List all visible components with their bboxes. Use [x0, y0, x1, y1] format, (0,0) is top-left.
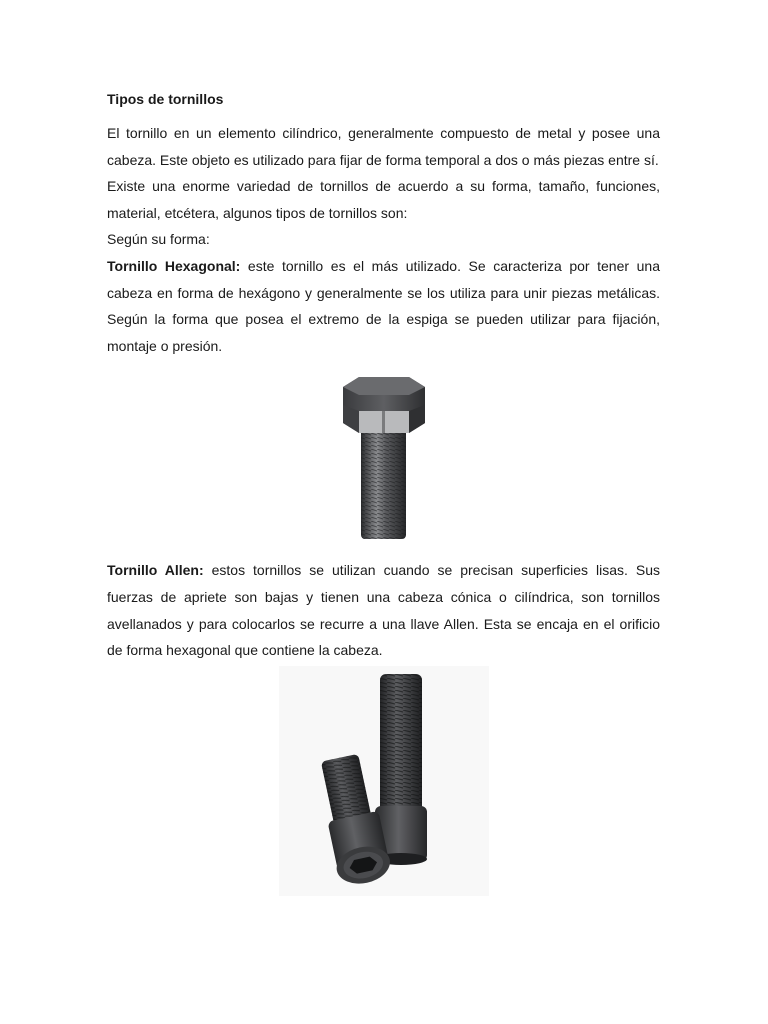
section-allen-term: Tornillo Allen: [107, 562, 204, 579]
intro-paragraph-3: Según su forma: [107, 231, 210, 248]
section-hexagonal-text: este tornillo es el más utilizado. Se caracteriza por tener una cabeza en forma de hexágono y generalmente se los utiliza para unir piezas metálicas. Según la forma que posea el extremo de la espiga se pueden utilizar para fijación, montaje o presión. [107, 257, 660, 354]
allen-bolt-image [107, 666, 660, 896]
hex-bolt-illustration [107, 361, 660, 553]
section-hexagonal [107, 253, 660, 359]
section-hexagonal-term: Tornillo Hexagonal: [107, 257, 241, 274]
document-page [107, 86, 660, 896]
document-title: Tipos de tornillos [107, 91, 224, 107]
allen-bolt-illustration [107, 666, 660, 896]
section-allen [107, 557, 660, 663]
hex-bolt-image [107, 361, 660, 553]
intro-paragraph-1: El tornillo en un elemento cilíndrico, generalmente compuesto de metal y posee una cabeza. Este objeto es utilizado para fijar de forma temporal a dos o más piezas entre sí. [107, 125, 660, 168]
intro-paragraph-2: Existe una enorme variedad de tornillos de acuerdo a su forma, tamaño, funciones, material, etcétera, algunos tipos de tornillos son: [107, 178, 660, 221]
section-allen-text: estos tornillos se utilizan cuando se precisan superficies lisas. Sus fuerzas de apriete son bajas y tienen una cabeza cónica o cilíndrica, son tornillos avellanados y para colocarlos se recurre a una llave Allen. Esta se encaja en el orificio de forma hexagonal que contiene la cabeza. [107, 562, 661, 659]
